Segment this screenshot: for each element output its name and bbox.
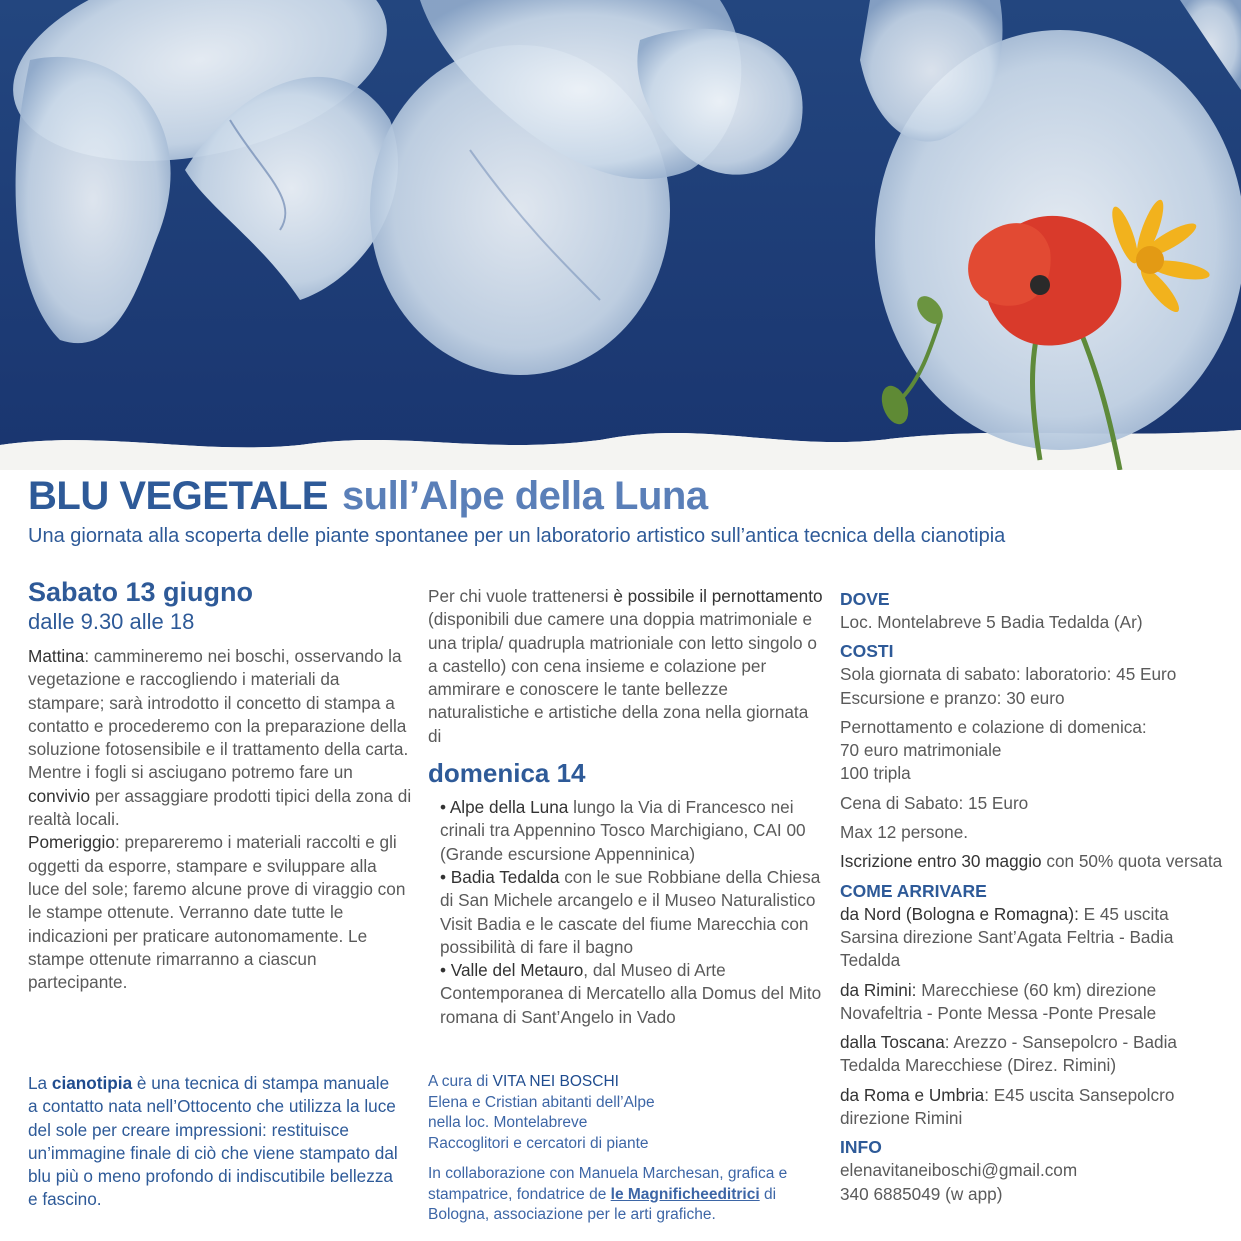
list-item: • Badia Tedalda con le sue Robbiane della Chiesa di San Michele arcangelo e il Museo Naturalistico Visit Badia e le cascate del fiume Marecchia con possibilità di fare il bagno	[440, 866, 821, 957]
info-heading: INFO	[840, 1137, 882, 1158]
convivio-paragraph: Mentre i fogli si asciugano potremo fare un convivio per assaggiare prodotti tipici della zona di realtà locali.	[28, 762, 412, 830]
dove-heading: DOVE	[840, 589, 890, 609]
max-line: Max 12 persone.	[840, 822, 969, 843]
route-item: da Roma e Umbria: E45 uscita Sansepolcro direzione Rimini	[840, 1084, 1175, 1129]
pernottamento-line: 100 tripla	[840, 763, 911, 784]
mattina-paragraph: Mattina: cammineremo nei boschi, osservando la vegetazione e raccogliendo i materiali da stampare; sarà introdotto il concetto di stampa a contatto e procederemo con la preparazione della soluzione fotosensibile e il trattamento della carta.	[28, 646, 409, 760]
tagline: Una giornata alla scoperta delle piante spontanee per un laboratorio artistico sull’antica tecnica della cianotipia	[28, 525, 1006, 547]
cyanotype-illustration	[0, 0, 1241, 470]
pernottamento-line: Pernottamento e colazione di domenica:	[840, 716, 1147, 737]
email-link[interactable]: elenavitaneiboschi@gmail.com	[840, 1160, 1078, 1181]
column-saturday	[28, 575, 413, 994]
credit-line: Elena e Cristian abitanti dell’Alpe	[428, 1093, 655, 1111]
list-item: • Alpe della Luna lungo la Via di Francesco nei crinali tra Appennino Tosco Marchigiano, CAI 00 (Grande escursione Appenninica)	[440, 797, 806, 864]
column-info	[840, 588, 1230, 1206]
title-sub: sull’Alpe della Luna	[341, 474, 708, 518]
credits	[428, 1072, 823, 1226]
header	[28, 470, 1228, 550]
saturday-date: Sabato 13 giugno	[28, 577, 254, 607]
collab-paragraph: In collaborazione con Manuela Marchesan, grafica e stampatrice, fondatrice de le Magnificheeditrici di Bologna, associazione per le arti grafiche.	[428, 1165, 788, 1223]
credit-line: Raccoglitori e cercatori di piante	[428, 1134, 649, 1152]
route-item: dalla Toscana: Arezzo - Sansepolcro - Badia Tedalda Marecchiese (Direz. Rimini)	[840, 1032, 1177, 1076]
magnificheeditrici-link[interactable]: le Magnificheeditrici	[610, 1185, 760, 1203]
title-main: BLU VEGETALE	[28, 474, 328, 518]
credit-cura: A cura di VITA NEI BOSCHI	[428, 1073, 619, 1090]
costi-line: Escursione e pranzo: 30 euro	[840, 687, 1065, 708]
dove-text: Loc. Montelabreve 5 Badia Tedalda (Ar)	[840, 612, 1143, 632]
route-item: da Rimini: Marecchiese (60 km) direzione Novafeltria - Ponte Messa -Ponte Presale	[840, 979, 1157, 1023]
saturday-time: dalle 9.30 alle 18	[28, 609, 195, 634]
credit-line: nella loc. Montelabreve	[428, 1114, 588, 1131]
sunday-date: domenica 14	[428, 758, 586, 789]
come-arrivare-heading: COME ARRIVARE	[840, 880, 987, 901]
costi-heading: COSTI	[840, 641, 894, 662]
costi-line: Sola giornata di sabato: laboratorio: 45 Euro	[840, 664, 1177, 685]
phone-number: 340 6885049 (w app)	[840, 1183, 1003, 1204]
iscrizione-line: Iscrizione entro 30 maggio con 50% quota versata	[840, 851, 1223, 872]
route-item: da Nord (Bologna e Romagna): E 45 uscita Sarsina direzione Sant’Agata Feltria - Badia Tedalda	[840, 903, 1174, 971]
cianotipia-note: La cianotipia è una tecnica di stampa manuale a contatto nata nell’Ottocento che utilizza la luce del sole per creare impressioni: restituisce un’immagine finale di ciò che viene stampato dal blu più o meno profondo di indiscutibile bellezza e fascino.	[28, 1073, 398, 1210]
pernottamento-line: 70 euro matrimoniale	[840, 740, 1002, 761]
column-sunday	[428, 585, 823, 1029]
list-item: • Valle del Metauro, dal Museo di Arte Contemporanea di Mercatello alla Domus del Mito romana di Sant’Angelo in Vado	[440, 960, 822, 1027]
hero-cyanotype-image	[0, 0, 1241, 470]
pernottamento-paragraph: Per chi vuole trattenersi è possibile il pernottamento (disponibili due camere una doppia matrimoniale e una tripla/ quadrupla matrioniale con letto singolo o a castello) con cena insieme e colazione per ammirare e conoscere le tante bellezze naturalistiche e artistiche della zona nella giornata di	[428, 586, 823, 746]
pomeriggio-paragraph: Pomeriggio: prepareremo i materiali raccolti e gli oggetti da esporre, stampare e sviluppare alla luce del sole; faremo alcune prove di viraggio con le stampe ottenute. Verranno date tutte le indicazioni per praticare autonomamente. Le stampe ottenute rimarranno a ciascun partecipante.	[28, 832, 406, 993]
cena-line: Cena di Sabato: 15 Euro	[840, 792, 1029, 813]
page-title	[28, 470, 1228, 522]
